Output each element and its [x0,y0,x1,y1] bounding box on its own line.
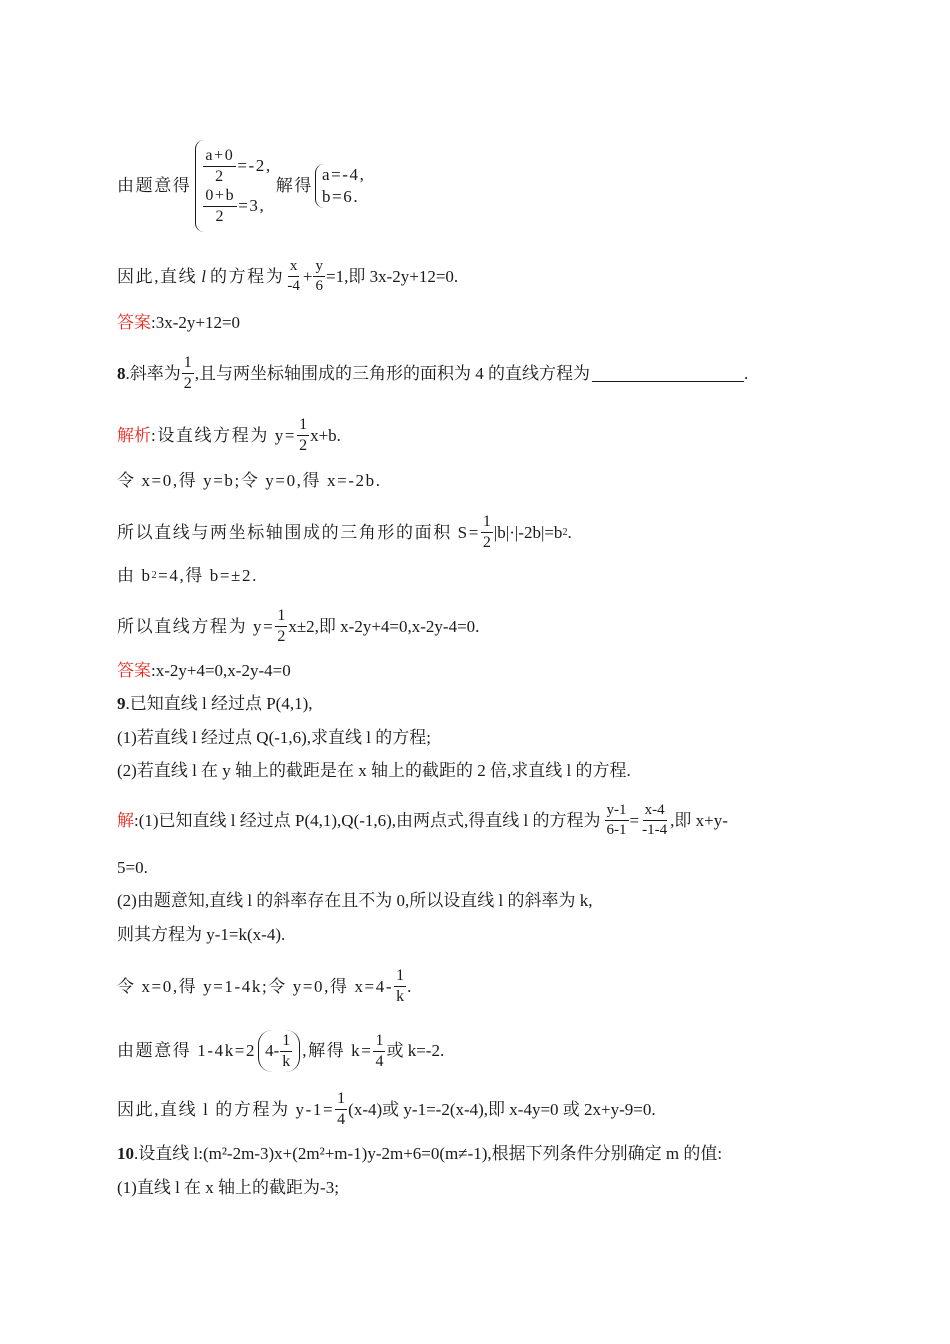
q9-stem: 9 .已知直线 l 经过点 P(4,1), [117,694,313,713]
q8-a1-fraction: $\frac{1}{2}$ [299,416,308,454]
q7-cond-prefix: 由题意得 [117,176,192,195]
q7-system-brace: $\frac{a+0}{2}$ =-2, $\frac{0+b}{2}$ =3, [195,140,271,232]
q10-part-1: (1)直线 l 在 x 轴上的截距为-3; [117,1178,339,1197]
q7-solve-label: 解得 [275,176,313,195]
q9-s5-fraction-1: $\frac{1}{k}$ [282,1031,291,1070]
q8-analysis-line-2: 令 x=0,得 y=b;令 y=0,得 x=-2b. [117,471,382,490]
q8-number: 8 [117,363,126,383]
q7-y-fraction: $\frac{y}{6}$ [315,258,323,294]
q8-a3-fraction: $\frac{1}{2}$ [482,513,491,551]
q8-stem: 8 .斜率为 $\frac{1}{2}$ ,且与两坐标轴围成的三角形的面积为 4 的直线方程为 . [117,354,749,392]
q9-part-1: (1)若直线 l 经过点 Q(-1,6),求直线 l 的方程; [117,728,432,747]
q9-solution-line-3: 则其方程为 y-1=k(x-4). [117,925,286,944]
q8-answer-blank [592,365,744,382]
q9-number: 9 [117,694,126,713]
solution-label: 解 [117,810,134,830]
q9-s5-parenthesis: 4- $\frac{1}{k}$ [258,1030,300,1072]
q9-solution-line-5: 由题意得 1-4k=2 4- $\frac{1}{k}$ ,解得 k= $\frac{1}{4}$ 或 k=-2. [117,1030,444,1072]
q7-fraction-1: $\frac{a+0}{2}$ [205,146,235,185]
answer-label: 答案 [117,313,151,332]
q9-solution-line-6: 因此,直线 l 的方程为 y-1= $\frac{1}{4}$ (x-4)或 y-1=-2(x-4),即 x-4y=0 或 2x+y-9=0. [117,1090,656,1128]
q7-answer-line: 答案 :3x-2y+12=0 [117,313,241,332]
q9-solution-line-1: 解 :(1)已知直线 l 经过点 P(4,1),Q(-1,6),由两点式,得直线 l 的方程为 $\frac{y-1}{6-1}$ = $\frac{x-4}{-1-4}$ ,即 x+y- [117,802,728,838]
q10-number: 10 [117,1144,134,1163]
q10-stem: 10 .设直线 l:(m²-2m-3)x+(2m²+m-1)y-2m+6=0(m≠-1),根据下列条件分别确定 m 的值: [117,1144,723,1163]
q9-solution-line-1-cont: 5=0. [117,858,148,877]
q8-analysis-line-4: 由 b 2 =4,得 b=±2. [117,566,258,585]
answer-label: 答案 [117,661,151,680]
analysis-label: 解析 [117,425,151,445]
q8-slope-fraction: $\frac{1}{2}$ [183,354,192,392]
q7-conclusion-line: 因此,直线 l 的方程为 $\frac{x}{-4}$ + $\frac{y}{6}$ =1,即 3x-2y+12=0. [117,258,459,294]
q9-part-2: (2)若直线 l 在 y 轴上的截距是在 x 轴上的截距的 2 倍,求直线 l 的方程. [117,761,631,780]
q9-solution-line-4: 令 x=0,得 y=1-4k;令 y=0,得 x=4- $\frac{1}{k}$ . [117,967,412,1005]
q8-answer-line: 答案 :x-2y+4=0,x-2y-4=0 [117,661,291,680]
q9-s5-fraction-2: $\frac{1}{4}$ [375,1031,384,1070]
q9-s6-fraction: $\frac{1}{4}$ [337,1090,346,1128]
q7-fraction-2: $\frac{0+b}{2}$ [205,186,236,225]
q8-analysis-line-1: 解析 :设直线方程为 y= $\frac{1}{2}$ x+b. [117,416,341,454]
q9-s4-fraction: $\frac{1}{k}$ [396,967,405,1005]
q9-s1-fraction-1: $\frac{y-1}{6-1}$ [606,802,627,838]
q8-a5-fraction: $\frac{1}{2}$ [277,607,286,645]
q7-x-fraction: $\frac{x}{-4}$ [287,258,300,294]
q8-analysis-line-5: 所以直线方程为 y= $\frac{1}{2}$ x±2,即 x-2y+4=0,x-2y-4=0. [117,607,480,645]
q7-solution-brace: a=-4, b=6. [315,164,366,208]
q8-analysis-line-3: 所以直线与两坐标轴围成的三角形的面积 S= $\frac{1}{2}$ |b|·|-2b|=b 2 . [117,513,572,551]
q9-solution-line-2: (2)由题意知,直线 l 的斜率存在且不为 0,所以设直线 l 的斜率为 k, [117,891,593,910]
q9-s1-fraction-2: $\frac{x-4}{-1-4}$ [642,802,668,838]
q7-condition-line [117,140,366,232]
